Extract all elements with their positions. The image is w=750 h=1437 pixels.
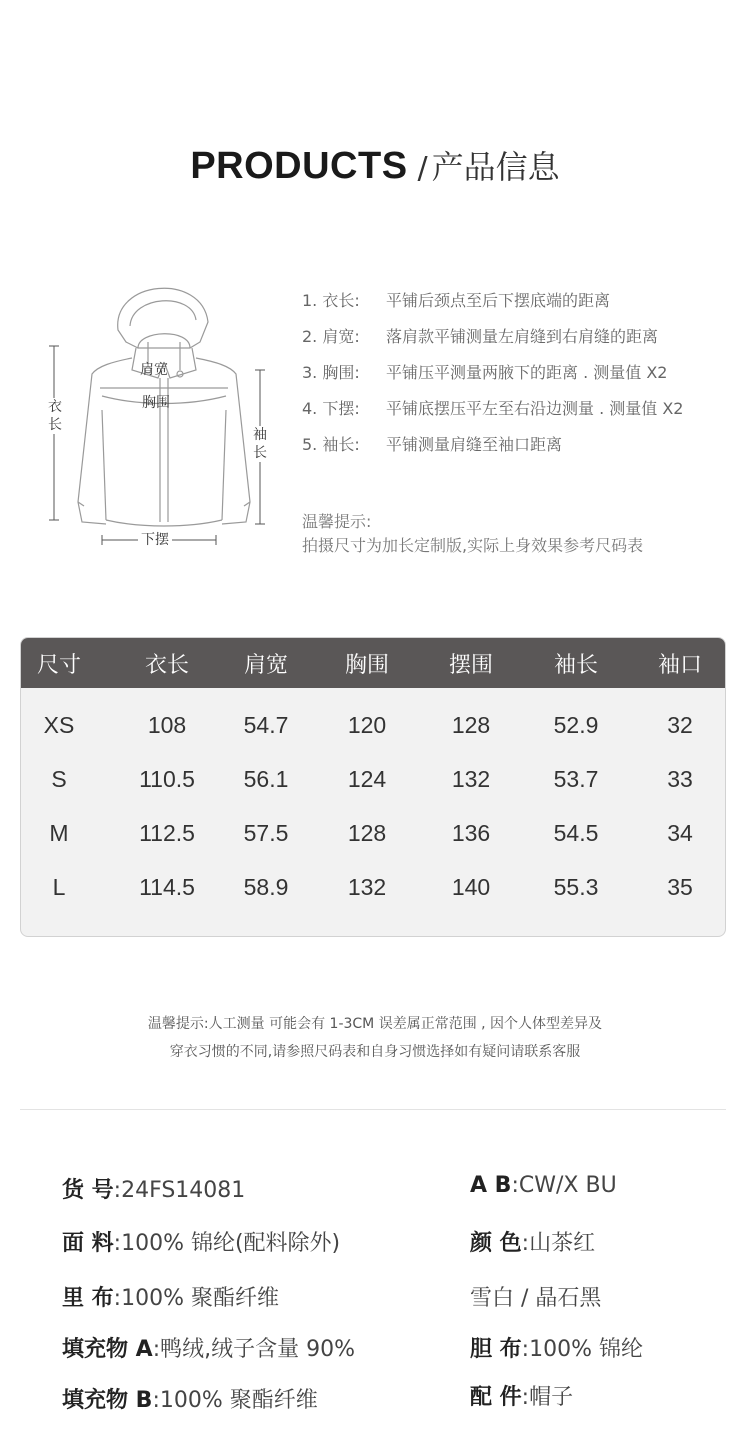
notice-line-2: 穿衣习惯的不同,请参照尺码表和自身习惯选择如有疑问请联系客服 — [169, 1044, 581, 1060]
sleeve-label: 袖长 — [253, 427, 267, 461]
table-row: XS 108 54.7 120 128 52.9 32 — [43, 711, 693, 738]
tip-text: 拍摄尺寸为加长定制版,实际上身效果参考尺码表 — [302, 536, 644, 555]
table-row: M 112.5 57.5 128 136 54.5 34 — [49, 819, 693, 846]
tip-title: 温馨提示: — [302, 512, 372, 531]
title-separator: / — [417, 151, 428, 186]
spec-color-more: 雪白 / 晶石黑 — [470, 1286, 602, 1311]
definition-item: 2. 肩宽: 落肩款平铺测量左肩缝到右肩缝的距离 — [302, 327, 659, 346]
spec-item-no: 货 号:24FS14081 — [62, 1178, 246, 1203]
definition-item: 4. 下摆: 平铺底摆压平左至右沿边测量 . 测量值 X2 — [302, 399, 684, 418]
divider — [20, 1109, 726, 1110]
definition-item: 1. 衣长: 平铺后颈点至后下摆底端的距离 — [302, 291, 611, 310]
size-table — [20, 637, 726, 937]
spec-ab: A B:CW/X BU — [470, 1173, 617, 1198]
definition-item: 3. 胸围: 平铺压平测量两腋下的距离 . 测量值 X2 — [302, 363, 668, 382]
photo-tip — [302, 510, 643, 558]
measurement-definitions — [302, 288, 684, 468]
spec-color: 颜 色:山茶红 — [470, 1231, 596, 1256]
table-row: L 114.5 58.9 132 140 55.3 35 — [52, 873, 693, 900]
table-row: S 110.5 56.1 124 132 53.7 33 — [51, 765, 693, 792]
spec-lining: 里 布:100% 聚酯纤维 — [62, 1286, 279, 1311]
spec-inner-fabric: 胆 布:100% 锦纶 — [470, 1337, 643, 1362]
chest-label: 胸围 — [142, 395, 170, 411]
length-label: 衣长 — [48, 399, 62, 433]
title-en: PRODUCTS — [190, 145, 408, 187]
notice-line-1: 温馨提示:人工测量 可能会有 1-3CM 误差属正常范围 , 因个人体型差异及 — [147, 1016, 603, 1032]
spec-filling-a: 填充物 A:鸭绒,绒子含量 90% — [62, 1337, 355, 1362]
jacket-measurement-diagram — [40, 270, 285, 560]
size-table-header: 尺寸 衣长 肩宽 胸围 摆围 袖长 袖口 — [21, 638, 725, 688]
shoulder-label: 肩宽 — [140, 362, 168, 378]
jacket-sketch-icon — [40, 270, 285, 560]
measurement-notice — [0, 1010, 750, 1066]
hem-label: 下摆 — [138, 533, 172, 547]
definition-item: 5. 袖长: 平铺测量肩缝至袖口距离 — [302, 435, 563, 454]
page-title — [0, 142, 750, 188]
title-zh: 产品信息 — [431, 148, 560, 186]
spec-accessory: 配 件:帽子 — [470, 1385, 574, 1410]
spec-fabric: 面 料:100% 锦纶(配料除外) — [62, 1231, 341, 1256]
spec-filling-b: 填充物 B:100% 聚酯纤维 — [62, 1388, 318, 1413]
